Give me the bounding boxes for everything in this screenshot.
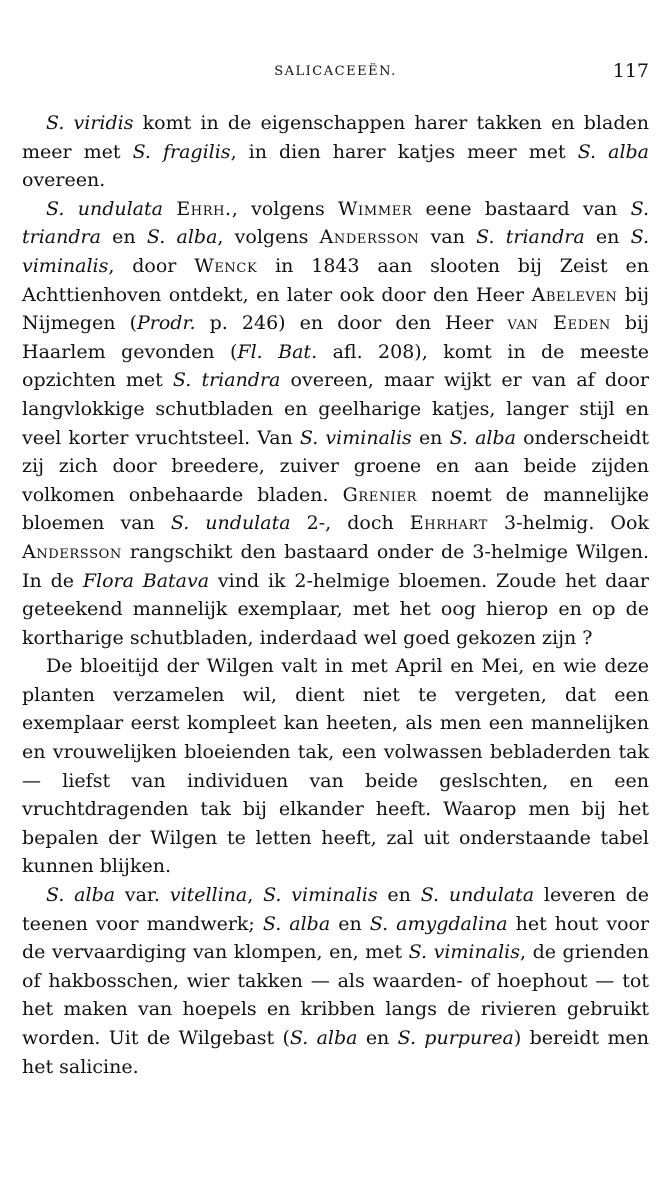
text-run: komt in de eigenschappen harer takken en bladen meer met — [22, 112, 649, 163]
text-run: , door — [108, 254, 195, 277]
species-name: S. amygdalina — [369, 912, 508, 935]
text-run: afl. 208), komt in de meeste opzichten met — [22, 340, 649, 392]
author-name: Wenck — [194, 254, 258, 277]
text-run: leveren de teenen voor mandwerk; — [22, 884, 649, 935]
text-run: het hout voor de vervaardiging van klompen, en, met — [22, 912, 650, 964]
species-name: S. purpurea — [397, 1027, 514, 1049]
text-run: en — [584, 226, 631, 249]
text-run: en — [330, 912, 370, 935]
author-name: Ehrh. — [176, 197, 232, 220]
text-run: vind ik 2-helmige bloemen. Zoude het daar geteekend mannelijk exemplaar, met het oog hierop en op de kortharige schutbladen, inderdaad wel goed gekozen zijn ? — [22, 569, 650, 649]
text-run: , — [247, 884, 264, 907]
species-name: S. undulata — [420, 884, 535, 907]
text-run: onderscheidt zij zich door breedere, zuiver groene en aan beide zijden volkomen onbehaarde bladen. — [22, 426, 650, 506]
page-header — [22, 60, 649, 86]
species-name: S. alba — [577, 140, 650, 163]
text-run: bij Nijmegen ( — [22, 283, 650, 335]
species-name: S. viminalis — [408, 941, 520, 964]
text-run: van — [419, 226, 477, 249]
running-head: SALICACEEËN. — [274, 64, 397, 79]
text-run: in 1843 aan slooten bij Zeist en Achttienhoven ontdekt, en later ook door den Heer — [22, 254, 649, 306]
species-name: S. undulata — [170, 512, 291, 535]
paragraph-bloeitijd: De bloeitijd der Wilgen valt in met April en Mei, en wie deze planten verzamelen wil, dient niet te vergeten, dat een exemplaar eerst kompleet kan heeten, als men een mannelijken en vrouwelijken bloeienden tak, een volwassen bebladerden tak — liefst van individuen van beide geslschten, en een vruchtdragenden tak bij elkander heeft. Waarop men bij het bepalen der Wilgen te letten heeft, zal uit onderstaande tabel kunnen blijken. — [22, 655, 649, 878]
paragraph-undulata — [22, 195, 649, 653]
text-run: noemt de mannelijke bloemen van — [22, 483, 649, 535]
page-number: 117 — [612, 60, 649, 82]
species-name: S. alba — [289, 1027, 358, 1049]
paragraph-gebruik — [22, 881, 649, 1081]
author-name: Andersson — [319, 226, 420, 249]
reference-title: Flora Batava — [82, 569, 210, 592]
text-run: p. 246) en door den Heer — [195, 312, 508, 335]
text-run: , volgens — [231, 197, 339, 220]
species-name: S. alba — [449, 426, 516, 449]
text-run: rangschikt den bastaard onder de 3-helmige Wilgen. In de — [22, 540, 649, 592]
text-run: en — [377, 884, 421, 907]
author-name: Wimmer — [338, 197, 413, 220]
paragraph-viridis — [22, 109, 649, 195]
species-name: S. viridis — [46, 112, 134, 134]
page-body — [22, 109, 649, 1081]
species-name: S. alba — [262, 912, 331, 935]
author-name: Abeleven — [531, 283, 618, 306]
species-name: vitellina — [169, 884, 248, 907]
text-run: en — [357, 1027, 398, 1049]
reference-title: Prodr. — [137, 312, 196, 335]
species-name: S. viminalis — [22, 226, 650, 277]
species-name: S. fragilis — [132, 140, 231, 163]
species-name: S. triandra — [172, 369, 281, 392]
species-name: S. viminalis — [263, 884, 378, 907]
text-run: 2-, doch — [290, 512, 410, 535]
text-run: en — [100, 226, 147, 249]
author-name: van Eeden — [507, 312, 611, 335]
author-name: Grenier — [342, 483, 418, 506]
text-run: overeen. — [22, 169, 106, 192]
reference-title: Fl. Bat. — [237, 340, 318, 363]
species-name: S. alba — [146, 226, 218, 249]
text-run: eene bastaard van — [412, 197, 631, 220]
text-run: 3-helmig. Ook — [487, 512, 649, 535]
author-name: Ehrhart — [409, 512, 488, 535]
species-name: S. alba — [46, 884, 116, 907]
text-run: , in dien harer katjes meer met — [230, 140, 578, 163]
text-run: var. — [115, 884, 170, 907]
species-name: S. viminalis — [299, 426, 412, 449]
text-run: bij Haarlem gevonden ( — [22, 312, 650, 363]
text-run: en — [411, 426, 450, 449]
text-run: ) bereidt men het salicine. — [22, 1027, 649, 1078]
author-name: Andersson — [22, 540, 122, 563]
species-name: S. undulata — [46, 197, 163, 220]
text-run: , de grienden of hakbosschen, wier takken — als waarden- of hoephout — tot het maken van hoepels en kribben langs de rivieren gebruikt worden. Uit de Wilgebast ( — [22, 941, 650, 1049]
species-name: S. triandra — [22, 197, 649, 249]
text-run: , volgens — [217, 226, 320, 249]
species-name: S. triandra — [476, 226, 585, 249]
text-run: overeen, maar wijkt er van af door langvlokkige schutbladen en geelharige katjes, langer stijl en veel korter vruchtsteel. Van — [22, 369, 649, 449]
